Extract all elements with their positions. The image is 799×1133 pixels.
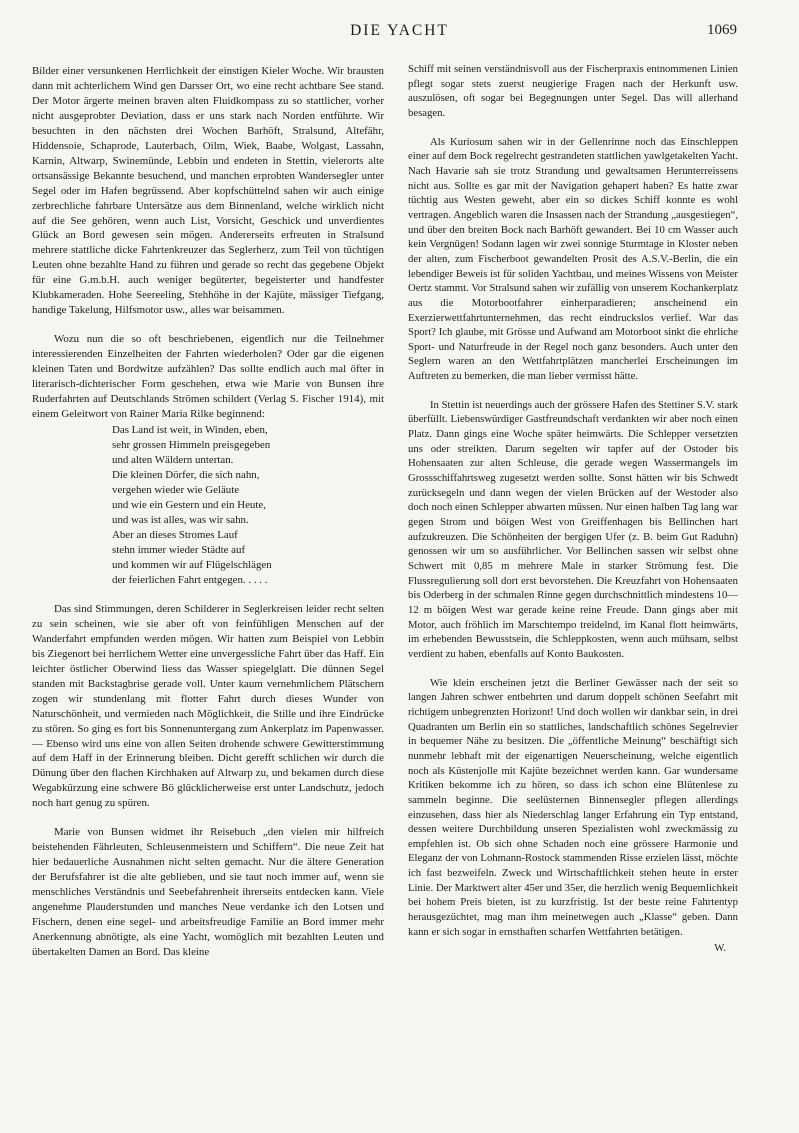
poem-line: und alten Wäldern untertan.	[112, 453, 234, 466]
poem-line: Das Land ist weit, in Winden, eben,	[112, 423, 268, 436]
poem-line: sehr grossen Himmeln preisgegeben	[112, 438, 271, 451]
paragraph: Bilder einer versunkenen Herrlichkeit der einstigen Kieler Woche. Wir brausten dann mit achterlichem Wind gen Darsser Ort, wo eine recht achtbare See stand. Der Motor ärgerte meinen braven alten Fluidkompass zu so stattlicher, vorher nicht ausgeprobter Deviation, dass er uns stark nach Norden entführte. Wir besuchten in den nächsten drei Wochen Barhöft, Stralsund, Altefähr, Hiddensoie, Schaprode, Lauterbach, Oilm, Wiek, Baabe, Wolgast, Lassahn, Karnin, Altwarp, Swinemünde, Lebbin und endeten in Stettin, vielerorts alte ortsansässige Bekannte besuchend, und manchen erprobten Wandersegler unter Segel oder im Hafen begrüssend. Aber kopfschüttelnd sahen wir auch einige zerbrechliche fahrbare Untersätze aus dem Binnenland, welche wirklich nicht auf die See gehören, wenn auch List, Vorsicht, Geschick und unverdientes Glück an Bord gewesen sein mögen. Andererseits erfreuten in Stralsund mehrere stattliche dicke Fahrtenkreuzer das Seglerherz, zum Teil von tüchtigen Leuten ohne bezahlte Hand zu führen und gerade so recht das gegebene Objekt für eine G.m.b.H. auch weniger begüterter, begeisterter und handfester Klubkameraden. Hohe Seereeling, Stehhöhe in der Kajüte, mässiger Tiefgang, handige Takelung, Hilfsmotor usw., alles war beisammen.	[32, 65, 384, 317]
left-column	[32, 64, 384, 960]
paragraph: Schiff mit seinen verständnisvoll aus der Fischerpraxis entnommenen Linien pflegt sogar stets zuerst neugierige Fragen nach der Herkunft usw. auszulösen, oft sogar bei Begegnungen unter Segel. Das will allerhand besagen.	[408, 63, 738, 119]
poem-line: und kommen wir auf Flügelschlägen	[112, 558, 272, 571]
page-header	[0, 22, 799, 44]
poem-line: Aber an dieses Stromes Lauf	[112, 528, 238, 541]
poem-line: der feierlichen Fahrt entgegen. . . . .	[112, 573, 268, 586]
paragraph: Wozu nun die so oft beschriebenen, eigentlich nur die Teilnehmer interessierenden Einzelheiten der Fahrten wiederholen? Oder gar die eigenen kleinen Taten und Bordwitze aufzählen? Das sollte endlich auch mal öfter in literarisch-dichterischer Form geschehen, etwa wie Marie von Bunsen ihre Ruderfahrten auf Deutschlands Strömen schildert (Verlag S. Fischer 1914), mit einem Geleitwort von Rainer Maria Rilke beginnend:	[32, 333, 384, 420]
author-signature: W.	[714, 942, 726, 955]
paragraph: In Stettin ist neuerdings auch der grössere Hafen des Stettiner S.V. stark überfüllt. Liebenswürdiger Gastfreundschaft verdankten wir aber noch einen Platz. Dann gings eine Woche später heimwärts. Die Schlepper versetzten uns oder streikten. Darum segelten wir tapfer auf der Ostoder bis Hohensaaten zur alten Schleuse, die gerade wegen Wassermangels im Grossschiffahrtsweg zugesetzt werden sollte. Sonst hätten wir bis Schwedt zurücksegeln und dann wegen der vielen Brücken auf der Westoder also doch noch einen Schlepper abwarten müssen. Nur einen halben Tag lang war gegen Strom und böigen West von Greiffenhagen bis Bellinchen hart aufzukreuzen. Die Schönheiten der bergigen Ufer (z. B. beim Gut Raduhn) genossen wir um so ausführlicher. Vor Bellinchen sassen wir selbst ohne Schwert mit 0,85 m mehrere Male in starker Strömung fest. Die Flussregulierung soll dort erst bevorstehen. Die Kreuzfahrt von Hohensaaten bis Oderberg in der schmalen Rinne gegen durchschnittlich mindestens 10—12 m böigen West war gerade keine reine Freude. Dann gings aber mit Motor, auch fröhlich im Marschtempo treidelnd, im Kanal flott heimwärts, im erhebenden Bewusstsein, die Schleppkosten, wenn auch mühsam, selbst verdient zu haben, ebenfalls auf Konto Baukosten.	[408, 398, 738, 660]
running-title: DIE YACHT	[350, 22, 449, 39]
right-column	[408, 62, 738, 956]
page-number: 1069	[707, 22, 737, 38]
poem-line: und was ist alles, was wir sahn.	[112, 513, 249, 526]
poem	[112, 423, 384, 588]
poem-line: und wie ein Gestern und ein Heute,	[112, 498, 266, 511]
poem-line: Die kleinen Dörfer, die sich nahn,	[112, 468, 260, 481]
paragraph: Marie von Bunsen widmet ihr Reisebuch „den vielen mir hilfreich beistehenden Fährleuten, Schleusenmeistern und Schiffern“. Die neue Zeit hat hier bedauerliche Ausnahmen nicht selten gemacht. Nur die ältere Generation der Berufsfahrer ist die alte geblieben, und sie taut noch immer auf, wenn sie menschliches Verständnis und Seebefahrenheit ihrerseits entdecken kann. Viele angenehme Plauderstunden und manches Neue verdanke ich den Lotsen und Fischern, denen eine segel- und arbeitsfreudige Familie an Bord immer mehr Anerkennung abnötigte, als eine Yacht, womöglich mit bezahlten Leuten und übertakelten Damen an Bord. Das kleine	[32, 826, 384, 958]
poem-line: vergehen wieder wie Geläute	[112, 483, 240, 496]
paragraph: Das sind Stimmungen, deren Schilderer in Seglerkreisen leider recht selten zu sein scheinen, wie sie aber oft von feinfühligen Menschen auf der Wanderfahrt empfunden werden mögen. Wir hatten zum Beispiel von Lebbin bis Ziegenort bei herrlichem Wetter eine unvergessliche Fahrt über das Haff. Ein leichter östlicher Oberwind liess das Wasser spiegelglatt. Die dünnen Segel standen mit Backstagbrise gerade voll. Unter kaum vernehmlichem Plätschern zogen wir stundenlang mit flotter Fahrt durch dieses Wunder von Naturschönheit, und vermieden nach Möglichkeit, die Stille und ihre Eindrücke zu stören. So ging es fort bis Sonnenuntergang zum Ankerplatz im Papenwasser. — Ebenso wird uns eine von allen Seiten drohende schwere Gewitterstimmung auf dem Haff in der Erinnerung bleiben. Dicht gerefft schlichen wir durch die Dünung über den flachen Kirchhaken auf Altwarp zu, und bekamen durch diese Wegabkürzung eine schwere Bö glücklicherweise erst unter Landschutz, jedoch noch hart genug zu spüren.	[32, 602, 384, 810]
paragraph: Als Kuriosum sahen wir in der Gellenrinne noch das Einschleppen einer auf dem Bock regelrecht gestrandeten stattlichen yawlgetakelten Yacht. Nach Havarie sah sie trotz Strandung und gewaltsamen Herunterreissens nicht aus. Sollte es gar mit der Navigation gehapert haben? Es hatte zwar tüchtig aus Westen geweht, aber ein so dickes Schiff konnte es wohl vertragen. Angeblich waren die Insassen nach der Strandung „ausgestiegen“, und über den breiten Bock nach Barhöft gewandert. Bei 10 cm Wasser auch kein Vergnügen! Sodann lagen wir zwei sonnige Sturmtage in Kloster neben der alten, zum Fischerboot gewandelten Prosit des A.S.V.-Berlin, die ein lebendiger Beweis ist für soliden Yachtbau, und meines Wissens von Meister Oertz stammt. Vor Stralsund sahen wir zufällig von unserem Kochankerplatz aus die Motorbootfahrer einherparadieren; anscheinend ein Exerzierwettfahrtunternehmen, das recht eindruckslos verlief. War das Sport? Ich glaube, mit Grösse und Aufwand am Motorboot sinkt die ehrliche Sport- und Naturfreude in der Regel noch ganz besonders. Auch unter den Seglern waren an den Wettfahrtplätzen mancherlei Erscheinungen im Auftreten zu bemerken, die man lieber vermisst hätte.	[408, 135, 738, 383]
paragraph: Wie klein erscheinen jetzt die Berliner Gewässer nach der seit so langen Jahren schwer entbehrten und darum doppelt schönen Seefahrt mit richtigem unbegrenzten Horizont! Und doch wollen wir dankbar sein, in drei Quadranten um Berlin ein so stattliches, landschaftlich schönes Segelrevier in bequemer Nähe zu besitzen. Die „öffentliche Meinung“ beschäftigt sich nunmehr lebhaft mit der eigenartigen Neuerscheinung, welche eigentlich noch als Küstenjolle mit Kajüte bezeichnet werden kann. Gar wundersame Kritiken bekomme ich zu hören, so dass ich schon eine Blütenlese zu sammeln beginne. Die seelüsternen Binnensegler pflegen allerdings einzusehen, dass hier als Niederschlag langer Erfahrung ein Typ entstand, dessen weitere Durchbildung unseren Spezialisten wohl zweckmässig zu empfehlen ist. Ob sich ohne Schaden noch eine grössere Harmonie und Eleganz der von Lohmann-Rostock stammenden Risse erzielen lässt, möchte ich fast bezweifeln. Zweck und Wirtschaftlichkeit stehen heute in erster Linie. Der Marktwert alter 45er und 35er, die herzlich wenig Bequemlichkeit bei hohem Preis bieten, ist zu kurzfristig. Ist der beste reine Fahrtentyp herausgezüchtet, mag man ihm meinetwegen auch „Klasse“ geben. Dann kann er sich sogar in ernsthaften scharfen Wettfahrten betätigen.	[408, 676, 738, 938]
poem-line: stehn immer wieder Städte auf	[112, 543, 246, 556]
